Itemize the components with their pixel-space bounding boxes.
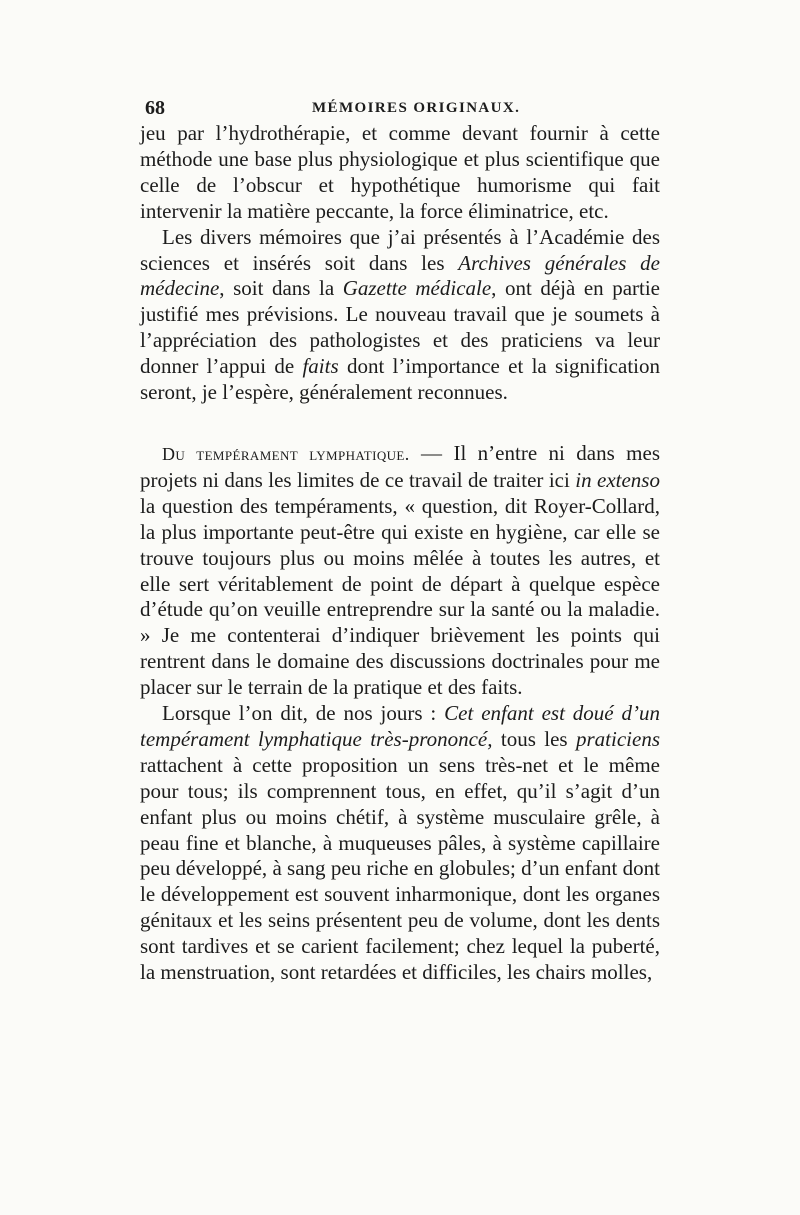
text-run: la question des tempéraments, « question, dit Royer-Collard, la plus importante peut-être qui existe en hygiène, car elle se trouve toujours plus ou moins mêlée à toutes les autres, et elle sert véritablement de point de départ à quelque espèce d’étude qu’on veuille entreprendre sur la santé ou la maladie. » Je me contenterai d’indiquer brièvement les points qui rentrent dans le domaine des discussions doctrinales pour me placer sur le terrain de la pratique et des faits. [140, 493, 660, 700]
paragraph-continuation: jeu par l’hydrothérapie, et comme devant fournir à cette méthode une base plus physiologique et plus scientifique que celle de l’obscur et hypothétique humorisme qui fait intervenir la matière peccante, la force éliminatrice, etc. [140, 121, 660, 223]
italic-title: Archives générales de médecine [140, 250, 660, 301]
text-run: tous les [492, 726, 576, 751]
paragraph-academie [140, 225, 660, 406]
italic-title: Gazette médicale [342, 276, 492, 301]
text-run: — Il n’entre ni dans mes projets ni dans les limites de ce travail de traiter ici [140, 440, 660, 492]
text-run: , ont déjà en partie justifié mes prévisions. Le nouveau travail que je soumets à l’appréciation des pathologistes et des praticiens va leur donner l’appui de [140, 276, 660, 379]
italic-quote: Cet enfant est doué d’un tempérament lymphatique très-prononcé, [140, 701, 661, 751]
page-number: 68 [145, 97, 165, 119]
text-run: rattachent à cette proposition un sens très-net et le même pour tous; ils comprennent tous, en effet, qu’il s’agit d’un enfant plus ou moins chétif, à système musculaire grêle, à peau fine et blanche, à muqueuses pâles, à système capillaire peu développé, à sang peu riche en globules; d’un enfant dont le développement est souvent inharmonique, dont les organes génitaux et les seins présentent peu de volume, dont les dents sont tardives et se carient facilement; chez lequel la puberté, la menstruation, sont retardées et difficiles, les chairs molles, [140, 752, 660, 985]
section-lead: Du tempérament lymphatique. [162, 443, 410, 464]
text-run: Lorsque l’on dit, de nos jours : [162, 701, 445, 726]
paragraph-temperament [140, 441, 660, 701]
text-run: Les divers mémoires que j’ai présentés à l’Académie des sciences et insérés soit dans les [140, 224, 660, 275]
section-break [140, 406, 660, 441]
body-text [140, 121, 660, 986]
italic-word: praticiens [576, 726, 660, 751]
text-run: dont l’importance et la signification seront, je l’espère, généralement reconnues. [140, 354, 660, 405]
running-head: MÉMOIRES ORIGINAUX. [312, 100, 521, 116]
text-run: , soit dans la [219, 276, 343, 301]
italic-phrase: in extenso [575, 467, 660, 492]
italic-word: faits [302, 354, 339, 379]
paragraph-lymphatique [140, 701, 660, 986]
